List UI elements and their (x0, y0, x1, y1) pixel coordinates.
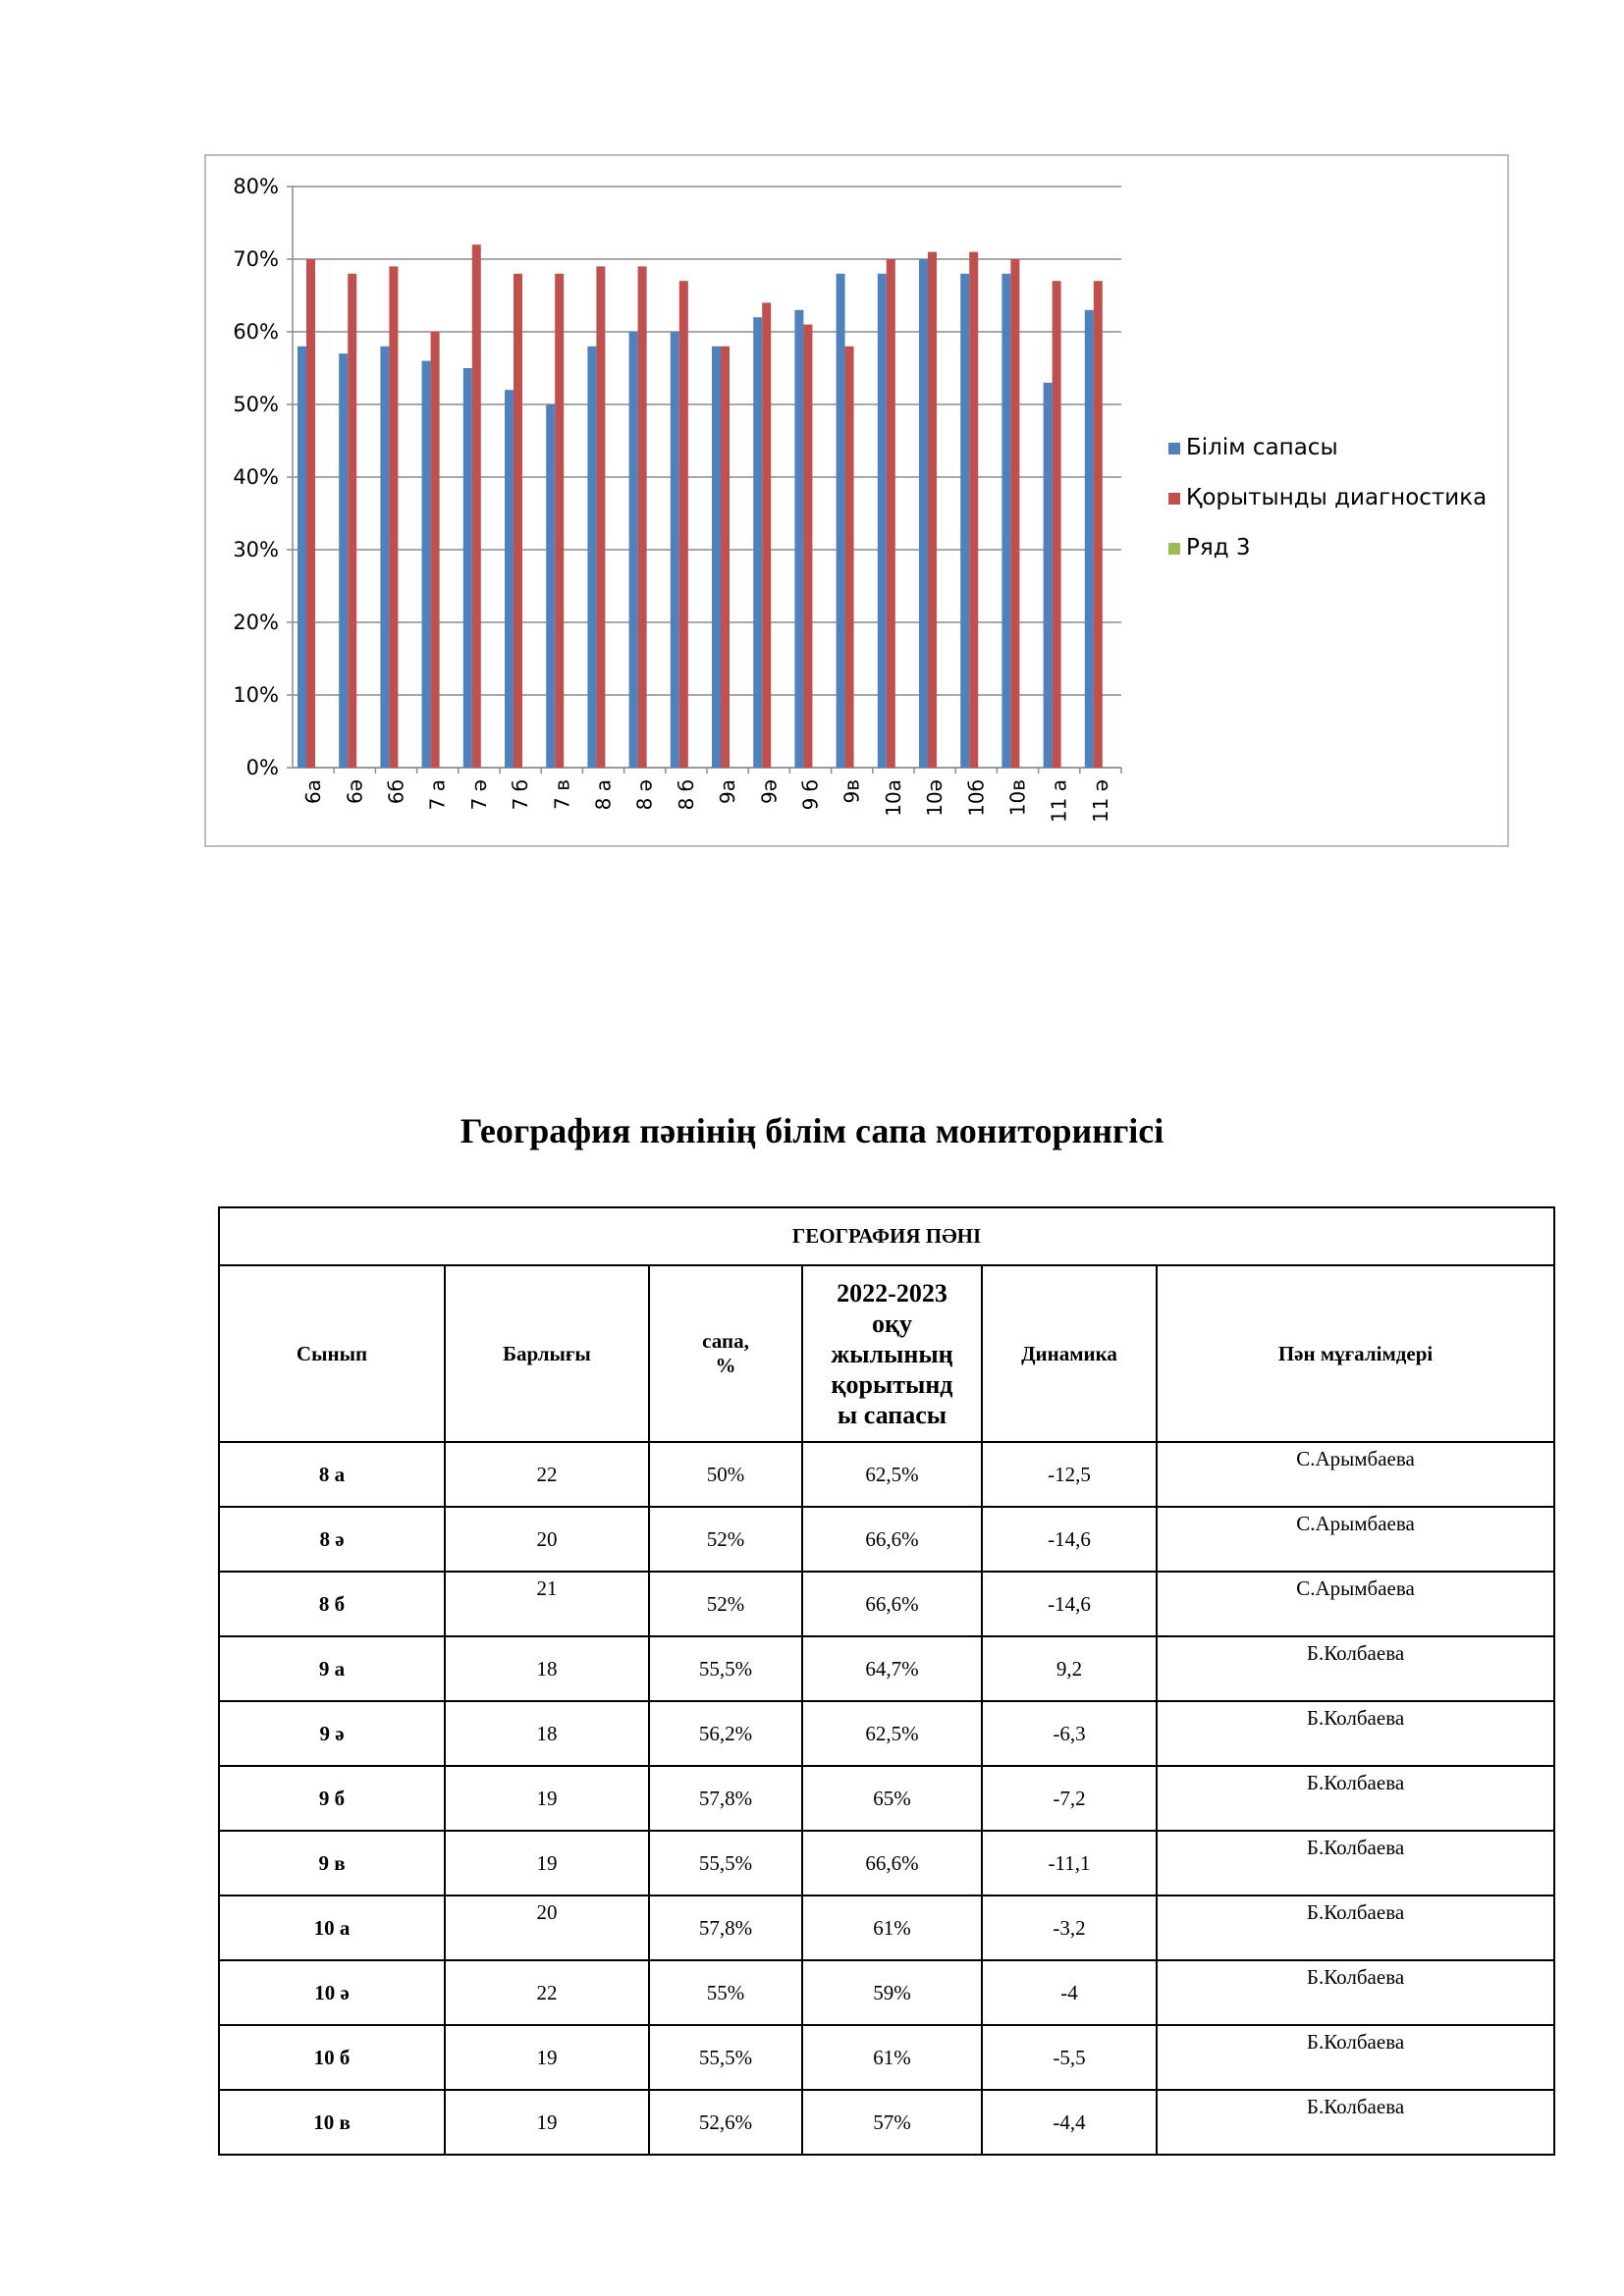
cell-dynamics: -6,3 (982, 1701, 1157, 1766)
bar-1 (587, 347, 596, 768)
cell-quality: 52,6% (649, 2090, 802, 2155)
x-category-label: 9ә (757, 779, 782, 805)
table-row (219, 2025, 1554, 2090)
cell-total: 19 (445, 2090, 649, 2155)
cell-quality: 56,2% (649, 1701, 802, 1766)
bar-2 (845, 347, 854, 768)
cell-class: 9 ә (219, 1701, 445, 1766)
y-tick-label: 70% (233, 247, 279, 271)
cell-quality: 52% (649, 1507, 802, 1572)
cell-teacher: С.Арымбаева (1157, 1507, 1554, 1572)
cell-final-quality: 61% (802, 2025, 982, 2090)
table-row (219, 1572, 1554, 1636)
cell-quality: 57,8% (649, 1766, 802, 1831)
bar-1 (380, 347, 389, 768)
cell-final-quality: 66,6% (802, 1572, 982, 1636)
bar-1 (629, 332, 638, 768)
legend-entry: Білім сапасы (1186, 435, 1338, 460)
bar-1 (712, 347, 721, 768)
header-final-line5: ы сапасы (837, 1400, 947, 1429)
y-tick-label: 60% (233, 320, 279, 344)
cell-total: 18 (445, 1636, 649, 1701)
y-tick-label: 10% (233, 683, 279, 707)
cell-class: 8 а (219, 1442, 445, 1507)
header-final-line4: қорытынд (831, 1369, 953, 1399)
bar-1 (919, 259, 928, 768)
x-category-label: 10в (1005, 779, 1030, 817)
bar-1 (505, 390, 514, 768)
y-tick-label: 0% (245, 756, 279, 779)
bar-1 (837, 274, 845, 768)
table-row (219, 1831, 1554, 1896)
table-row (219, 1507, 1554, 1572)
bar-1 (463, 368, 472, 768)
cell-dynamics: -14,6 (982, 1572, 1157, 1636)
cell-total: 22 (445, 1442, 649, 1507)
cell-teacher: Б.Колбаева (1157, 2090, 1554, 2155)
cell-final-quality: 62,5% (802, 1701, 982, 1766)
legend-swatch (1168, 493, 1180, 505)
bar-chart (206, 156, 1507, 845)
cell-final-quality: 66,6% (802, 1831, 982, 1896)
x-category-label: 6а (301, 779, 326, 804)
x-category-label: 8 а (591, 779, 616, 811)
bar-2 (762, 302, 771, 768)
cell-class: 10 в (219, 2090, 445, 2155)
cell-quality: 50% (649, 1442, 802, 1507)
cell-final-quality: 61% (802, 1896, 982, 1960)
cell-quality: 55,5% (649, 2025, 802, 2090)
cell-quality: 55,5% (649, 1831, 802, 1896)
cell-class: 8 б (219, 1572, 445, 1636)
header-class: Сынып (219, 1265, 445, 1442)
y-tick-label: 50% (233, 393, 279, 416)
bar-1 (298, 347, 306, 768)
x-category-label: 11 а (1047, 779, 1071, 824)
cell-final-quality: 62,5% (802, 1442, 982, 1507)
bar-2 (928, 252, 937, 768)
cell-total: 20 (445, 1896, 649, 1960)
cell-dynamics: -4,4 (982, 2090, 1157, 2155)
header-quality-line2: % (715, 1354, 736, 1377)
x-category-label: 11 ә (1088, 779, 1112, 824)
cell-quality: 57,8% (649, 1896, 802, 1960)
x-category-label: 9в (839, 779, 864, 804)
bar-2 (306, 259, 315, 768)
cell-total: 21 (445, 1572, 649, 1636)
bar-2 (638, 266, 647, 768)
cell-teacher: Б.Колбаева (1157, 1636, 1554, 1701)
header-quality (649, 1265, 802, 1442)
bar-1 (1044, 383, 1053, 768)
cell-class: 9 а (219, 1636, 445, 1701)
bar-1 (878, 274, 887, 768)
legend-entry: Ряд 3 (1186, 535, 1251, 561)
cell-total: 19 (445, 1766, 649, 1831)
cell-teacher: Б.Колбаева (1157, 1766, 1554, 1831)
cell-teacher: Б.Колбаева (1157, 1896, 1554, 1960)
header-final-line1: 2022-2023 (837, 1278, 947, 1308)
bar-1 (960, 274, 969, 768)
cell-teacher: Б.Колбаева (1157, 1701, 1554, 1766)
cell-quality: 52% (649, 1572, 802, 1636)
table-row (219, 2090, 1554, 2155)
cell-dynamics: -4 (982, 1960, 1157, 2025)
bar-1 (671, 332, 679, 768)
bar-2 (721, 347, 730, 768)
bar-2 (679, 281, 688, 768)
cell-class: 9 в (219, 1831, 445, 1896)
bar-1 (339, 353, 348, 768)
table-row (219, 1960, 1554, 2025)
x-category-label: 10ә (923, 779, 947, 817)
cell-final-quality: 57% (802, 2090, 982, 2155)
cell-teacher: С.Арымбаева (1157, 1442, 1554, 1507)
y-tick-label: 20% (233, 611, 279, 634)
bar-2 (555, 274, 564, 768)
table-caption: ГЕОГРАФИЯ ПӘНІ (219, 1207, 1554, 1265)
x-category-label: 10б (964, 779, 989, 817)
cell-total: 19 (445, 2025, 649, 2090)
cell-teacher: Б.Колбаева (1157, 1960, 1554, 2025)
cell-class: 10 а (219, 1896, 445, 1960)
x-category-label: 7 б (509, 779, 533, 811)
bar-2 (389, 266, 398, 768)
header-final-quality (802, 1265, 982, 1442)
table-row (219, 1701, 1554, 1766)
bar-2 (887, 259, 895, 768)
cell-total: 18 (445, 1701, 649, 1766)
header-teachers: Пән мұғалімдері (1157, 1265, 1554, 1442)
cell-dynamics: -5,5 (982, 2025, 1157, 2090)
legend-swatch (1168, 443, 1180, 454)
cell-final-quality: 65% (802, 1766, 982, 1831)
header-final-line2: оқу (872, 1308, 912, 1338)
bar-1 (1085, 310, 1094, 768)
x-category-label: 9а (716, 779, 740, 804)
cell-teacher: Б.Колбаева (1157, 1831, 1554, 1896)
cell-teacher: Б.Колбаева (1157, 2025, 1554, 2090)
y-tick-label: 80% (233, 175, 279, 198)
chart-frame (204, 154, 1509, 847)
x-category-label: 7 ә (466, 779, 491, 811)
bar-1 (753, 317, 762, 768)
cell-quality: 55% (649, 1960, 802, 2025)
header-final-line3: жылының (831, 1339, 953, 1368)
bar-1 (1001, 274, 1010, 768)
cell-total: 22 (445, 1960, 649, 2025)
cell-dynamics: 9,2 (982, 1636, 1157, 1701)
bar-2 (596, 266, 605, 768)
x-category-label: 7 а (425, 779, 450, 811)
x-category-label: 6б (384, 779, 408, 805)
x-category-label: 8 б (674, 779, 698, 811)
cell-dynamics: -3,2 (982, 1896, 1157, 1960)
bar-2 (514, 274, 522, 768)
cell-final-quality: 59% (802, 1960, 982, 2025)
cell-final-quality: 66,6% (802, 1507, 982, 1572)
bar-1 (794, 310, 803, 768)
bar-2 (431, 332, 440, 768)
cell-class: 10 ә (219, 1960, 445, 2025)
bar-2 (348, 274, 356, 768)
table-row (219, 1766, 1554, 1831)
header-dynamics: Динамика (982, 1265, 1157, 1442)
table-row (219, 1896, 1554, 1960)
legend-swatch (1168, 543, 1180, 555)
y-tick-label: 30% (233, 538, 279, 561)
cell-total: 19 (445, 1831, 649, 1896)
cell-dynamics: -7,2 (982, 1766, 1157, 1831)
bar-2 (969, 252, 978, 768)
cell-dynamics: -14,6 (982, 1507, 1157, 1572)
bar-2 (1053, 281, 1061, 768)
cell-quality: 55,5% (649, 1636, 802, 1701)
x-category-label: 10а (881, 779, 905, 817)
legend-entry: Қорытынды диагностика (1186, 485, 1488, 510)
header-quality-line1: сапа, (702, 1329, 749, 1353)
cell-final-quality: 64,7% (802, 1636, 982, 1701)
bar-2 (472, 244, 481, 768)
cell-dynamics: -12,5 (982, 1442, 1157, 1507)
x-category-label: 6ә (343, 779, 367, 805)
cell-total: 20 (445, 1507, 649, 1572)
y-tick-label: 40% (233, 465, 279, 489)
bar-2 (1094, 281, 1103, 768)
cell-class: 10 б (219, 2025, 445, 2090)
header-total: Барлығы (445, 1265, 649, 1442)
cell-class: 9 б (219, 1766, 445, 1831)
x-category-label: 8 ә (632, 779, 657, 811)
bar-1 (546, 404, 555, 768)
geography-quality-table (218, 1206, 1555, 2156)
bar-1 (422, 361, 431, 768)
table-row (219, 1442, 1554, 1507)
bar-2 (803, 325, 812, 768)
document-title: География пәнінің білім сапа мониторингісі (460, 1111, 1164, 1150)
cell-teacher: С.Арымбаева (1157, 1572, 1554, 1636)
cell-class: 8 ә (219, 1507, 445, 1572)
table-row (219, 1636, 1554, 1701)
bar-2 (1010, 259, 1019, 768)
x-category-label: 9 б (798, 779, 823, 811)
cell-dynamics: -11,1 (982, 1831, 1157, 1896)
x-category-label: 7 в (550, 779, 574, 810)
